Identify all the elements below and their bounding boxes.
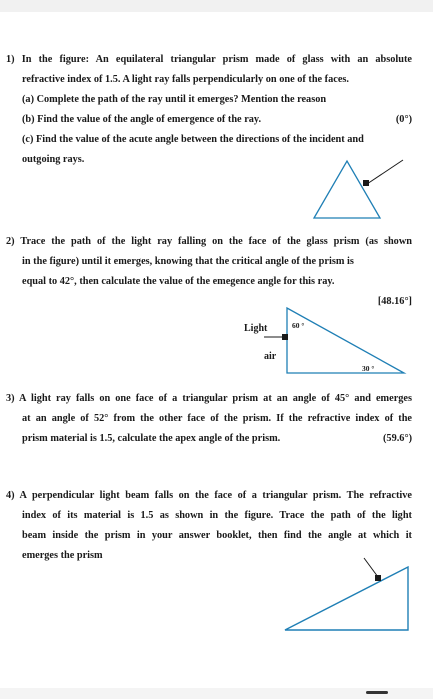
q4-line-2: index of its material is 1.5 as shown in the figure. Trace the path of the light [22,510,412,521]
label-air: air [264,351,277,362]
q3-line-2: at an angle of 52° from the other face of the prism. If the refractive index of the [22,413,412,424]
q1-part-b: (b) Find the value of the angle of emergence of the ray. [22,114,262,125]
q4-line-1: 4) A perpendicular light beam falls on the face of a triangular prism. The refractive [6,490,412,501]
incident-ray-4 [364,558,378,577]
q1-line-1: 1) In the figure: An equilateral triangular prism made of glass with an absolute [6,54,412,65]
q1-line-2: refractive index of 1.5. A light ray falls perpendicularly on one of the faces. [22,74,349,85]
q1-answer-b: (0°) [395,114,412,125]
figure-4 [280,550,415,635]
label-light: Light [244,323,268,334]
q3-line-3: prism material is 1.5, calculate the apex angle of the prism. [22,433,281,444]
question-3 [6,389,412,449]
q2-line-1: 2) Trace the path of the light ray falling on the face of the glass prism (as shown [6,236,412,247]
q4-line-3: beam inside the prism in your answer booklet, then find the angle at which it [22,530,412,541]
ray-marker-4 [375,575,381,581]
ray-marker-1 [363,180,369,186]
q2-answer: [48.16°] [377,296,412,307]
q4-line-4: emerges the prism [22,550,103,561]
q3-answer: (59.6°) [383,433,412,444]
equilateral-prism [314,161,380,218]
q2-line-3: equal to 42°, then calculate the value of the emegence angle for this ray. [22,276,335,287]
home-indicator[interactable] [366,691,388,694]
top-bar [0,0,433,12]
q1-part-b-row [6,110,412,130]
question-2 [6,232,412,307]
right-triangle-prism [285,567,408,630]
angle-label-30: 30 ° [362,364,375,373]
q1-part-a: (a) Complete the path of the ray until it emerges? Mention the reason [22,94,327,105]
figure-2 [262,300,412,380]
q1-part-c-2: outgoing rays. [22,154,85,165]
angle-label-60: 60 ° [292,321,305,330]
right-angle-prism [287,308,404,373]
figure-1 [300,150,410,225]
q1-part-c-1: (c) Find the value of the acute angle between the directions of the incident and [22,134,364,145]
q3-line-1: 3) A light ray falls on one face of a triangular prism at an angle of 45° and emerges [6,393,412,404]
ray-marker-2 [282,334,288,340]
q3-line-3-row [6,429,412,449]
incident-ray-1 [367,160,403,184]
q2-line-2: in the figure) until it emerges, knowing that the critical angle of the prism is [22,256,354,267]
